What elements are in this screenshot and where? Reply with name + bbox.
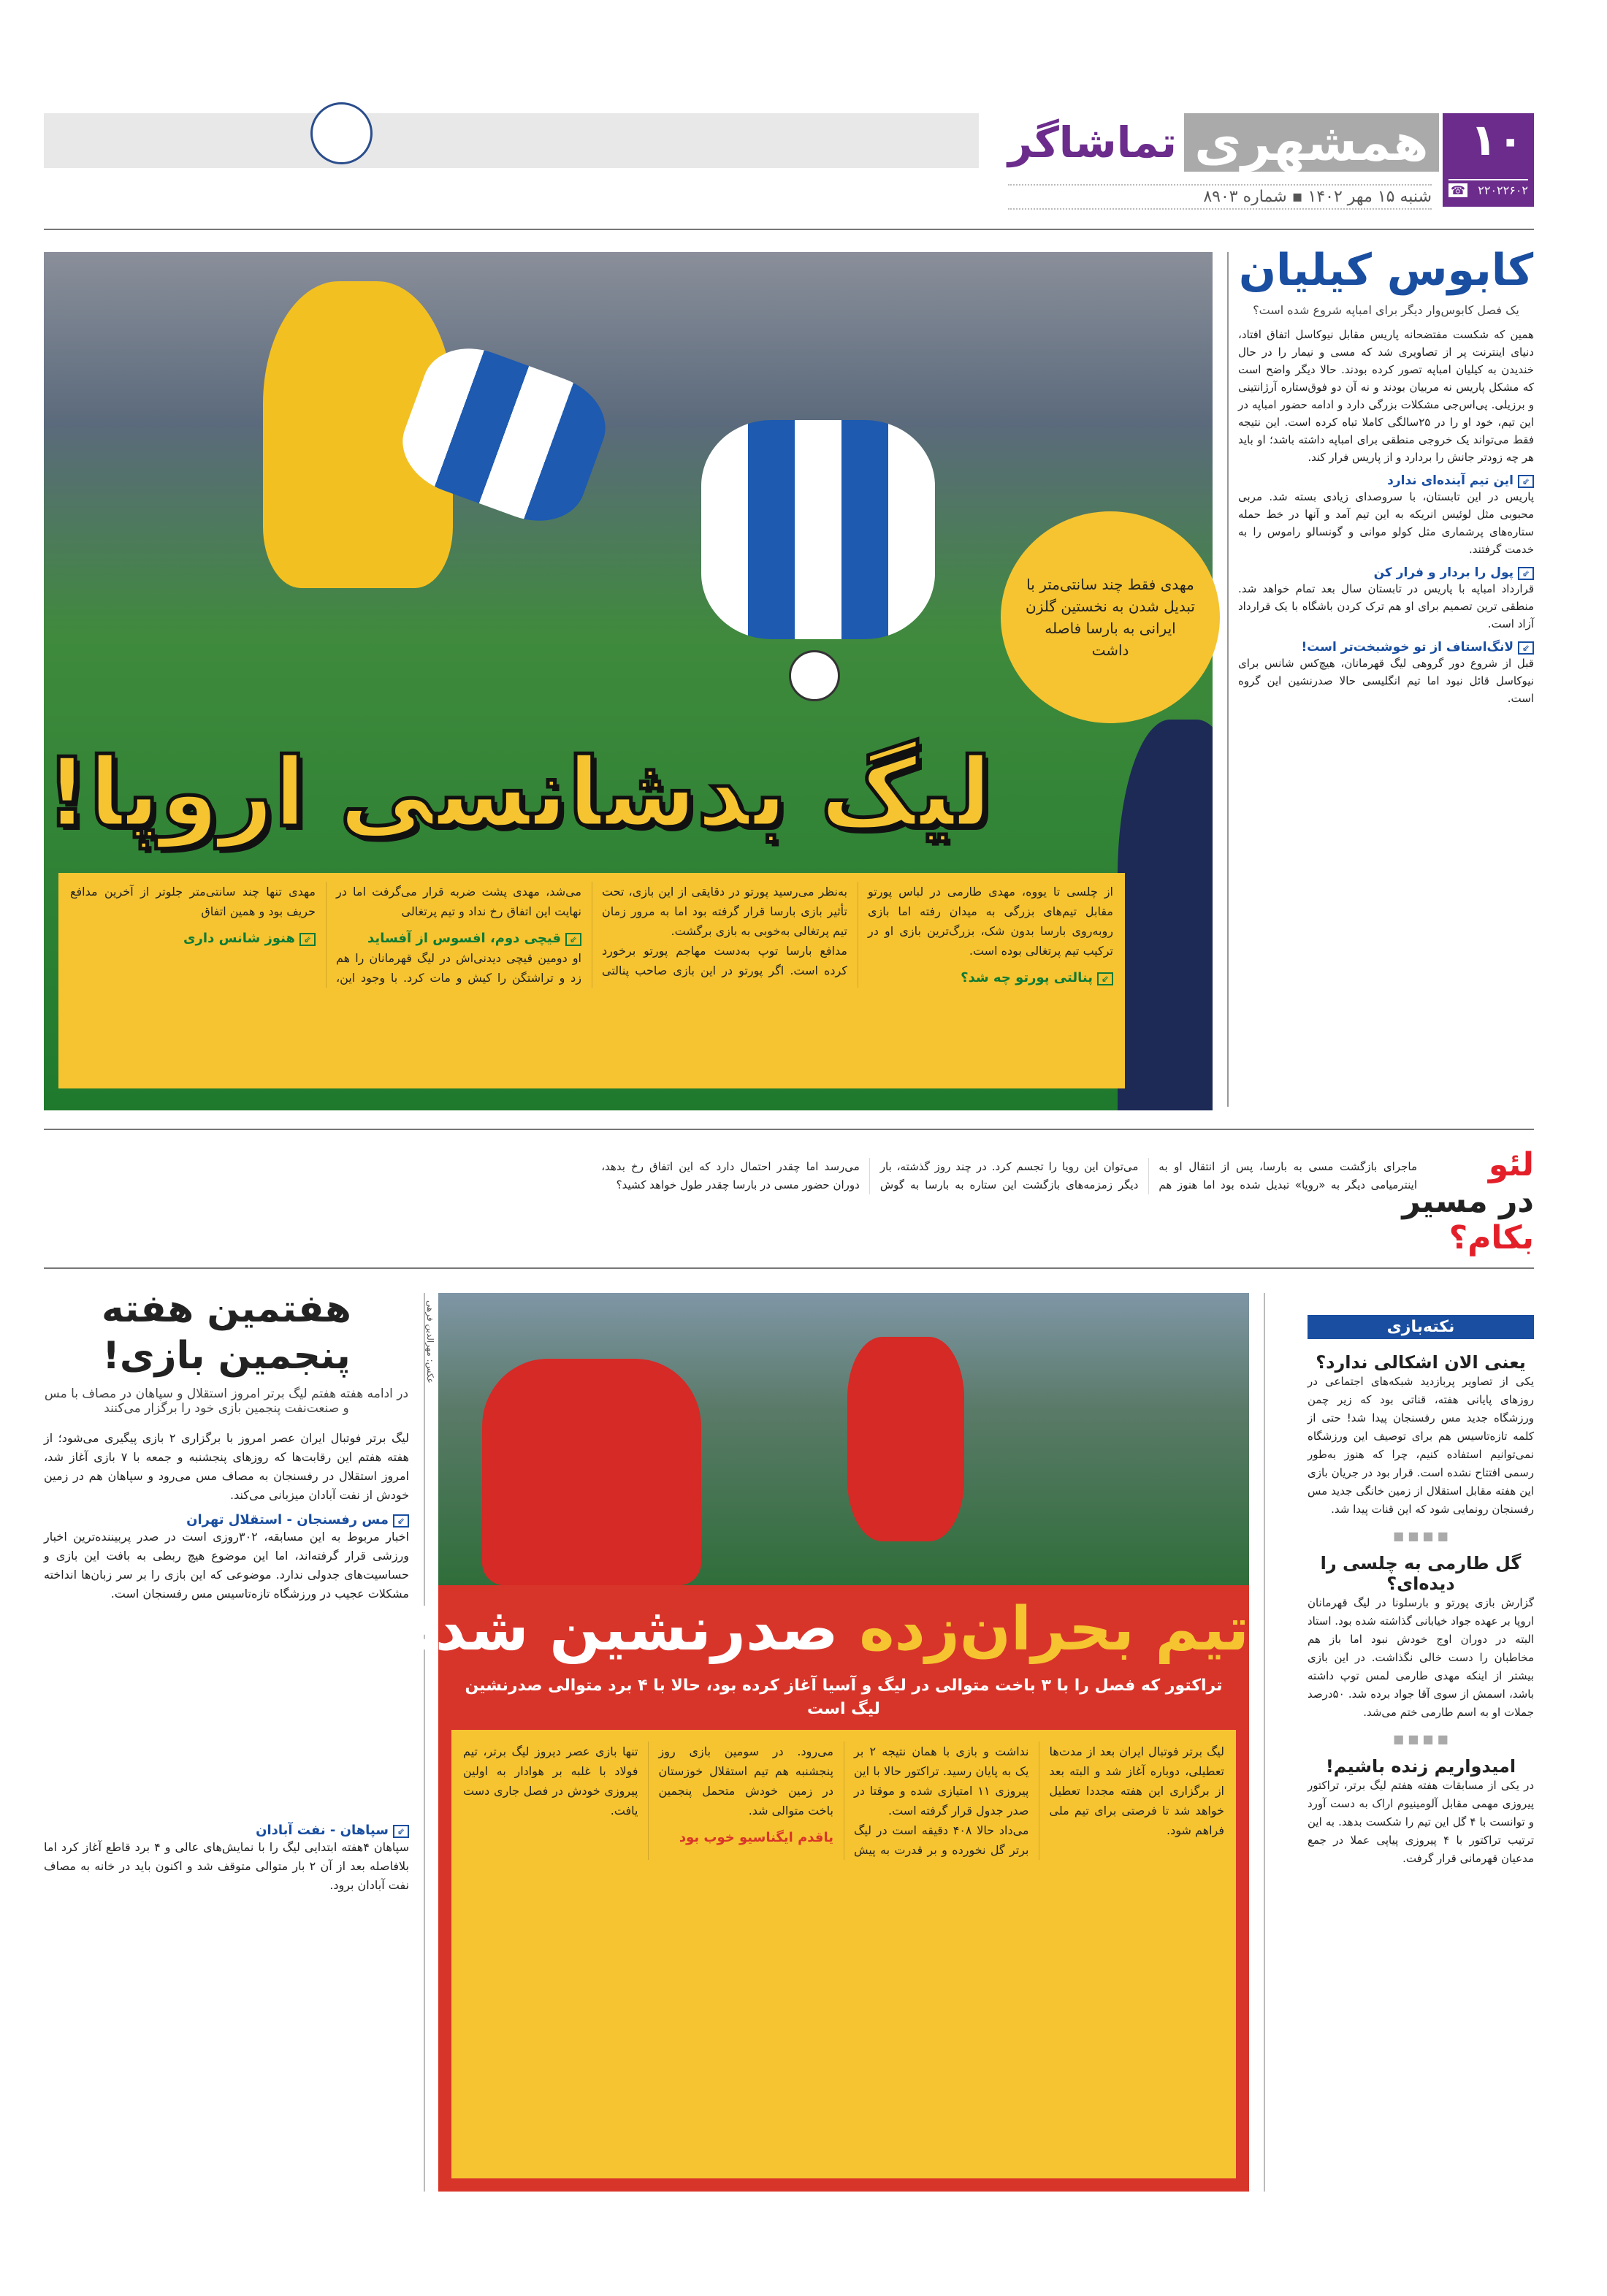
red-headline: تیم بحران‌زده صدرنشین شد! xyxy=(408,1595,1249,1664)
right-story: کابوس کیلیان یک فصل کابوس‌وار دیگر برای امباپه شروع شده است؟ همین که شکست مفتضحانه پاریس مقابل نیوکاسل اتفاق افتاد، دنیای اینترنت پر از تصاویری شد که مسی و نیمار را در حال خندیدن به کیلیان امباپه تصور کرده بودند. حالا دیگر واضح است که مشکل پاریس نه مربیان بودند و نه آن دو فوق‌ستاره آرژانتینی و برزیلی. پی‌اس‌جی مشکلات بزرگی دارد و ادامه حضور امباپه در این تیم، خود او را در ۲۵سالگی کاملا تباه کرده است. این نتیجه فقط می‌تواند یک خروجی منطقی برای امباپه داشته باشد؛ او باید هر چه زودتر جانش را بردارد و از پاریس فرار کند. ⇙ این تیم آینده‌ای ندارد پاریس در این تابستان، با سروصدای زیادی بسته شد. مربی محبوبی مثل لوئیس انریکه به این تیم آمد و آنها در خط حمله ستاره‌های پرشماری مثل کولو موانی و گونسالو راموس را به خدمت گرفتند. ⇙ پول را بردار و فرار کن قرارداد امباپه با پاریس در تابستان سال بعد تمام خواهد شد. منطقی ترین تصمیم برای او هم ترک کردن باشگاه با یک قرارداد آزاد است. ⇙ لانگ‌استاف از تو خوشبخت‌تر است! قبل از شروع دور گروهی لیگ قهرمانان، هیچ‌کس شانس برای نیوکاسل قائل نبود اما تیم انگلیسی حالا صدرنشین این گروه است. xyxy=(1238,245,1534,707)
right-story-lead: یک فصل کابوس‌وار دیگر برای امباپه شروع شده است؟ xyxy=(1253,303,1519,317)
quote-callout: مهدی فقط چند سانتی‌متر با تبدیل شدن به نخستین گلزن ایرانی به بارسا فاصله داشت xyxy=(1001,511,1220,723)
separator-squares: ■ ■ ■ ■ xyxy=(1393,1732,1448,1746)
tip-column: نکته‌بازی یعنی الان اشکالی ندارد؟ یکی از تصاویر پربازدید شبکه‌های اجتماعی در روزهای پایانی هفته، قناتی بود که زیر چمن ورزشگاه جدید مس رفسنجان پیدا شد! حتی از کلمه تازه‌تاسیس هم برای توصیف این ورزشگاه نمی‌توانیم استفاده کنیم، چرا که هنوز به‌طور رسمی افتتاح نشده است. قرار بود در جریان بازی این هفته مقابل استقلال از زمین خانگی جدید مس رفسنجان رونمایی شود که این قنات پیدا شد. ■ ■ ■ ■ گل طارمی به چلسی را دیده‌ای؟ گزارش بازی پورتو و بارسلونا در لیگ قهرمانان اروپا بر عهده جواد خیابانی گذاشته شده بود. استاد البته در دوران اوج خودش نبود اما باز هم مخاطبان را دست خالی نگذاشت. در این بازی بیشتر از اینکه مهدی طارمی لمس توپ داشته باشد، اسمش از سوی آقا جواد برده شد. ۵۰درصد جملات او به اسم طارمی ختم می‌شد. ■ ■ ■ ■ امیدواریم زنده باشیم! در یکی از مسابقات هفته هفتم لیگ برتر، تراکتور پیروزی مهمی مقابل آلومینیوم اراک به دست آورد و توانست با ۴ گل این تیم را شکست بدهد. به این ترتیب تراکتور با ۴ پیروزی پیاپی عملا در جمع مدعیان قهرمانی قرار گرفت. xyxy=(1308,1315,1534,1868)
left-story: هفتمین هفته پنجمین بازی! در ادامه هفته هفتم لیگ برتر امروز استقلال و سپاهان در مصاف با مس و صنعت‌نفت پنجمین بازی خود را برگزار می‌کنند لیگ برتر فوتبال ایران عصر امروز با برگزاری ۲ بازی پیگیری می‌شود؛ از هفته هفتم این رقابت‌ها که روزهای پنجشنبه و جمعه با ۷ بازی آغاز شد، امروز استقلال در رفسنجان به مصاف مس می‌رود و سپاهان هم در زمین خودش از نفت آبادان میزبانی می‌کند. ⇙ مس رفسنجان - استقلال تهران اخبار مربوط به این مسابقه، ۳۰۲روزی است در صدر پربیننده‌ترین اخبار ورزشی قرار گرفته‌اند، اما این موضوع هیچ ربطی به بافت این بازی و حساسیت‌های جدولی ندارد. موضوعی که این بازی را بر سر زبان‌ها انداخته مشکلات عجیب در ورزشگاه تازه‌تاسیس مس رفسنجان است. ⇙ سپاهان - نفت آبادان سپاهان ۴هفته ابتدایی لیگ را با نمایش‌های عالی و ۴ برد قاطع آغاز کرد اما بلافاصله بعد از آن ۲ بار متوالی متوقف شد و اکنون باید در خانه به مصاف نفت آبادان برود. xyxy=(44,1286,409,1895)
tractor-team-photo xyxy=(438,1293,1249,1585)
left-story-title: هفتمین هفته پنجمین بازی! xyxy=(102,1287,351,1378)
main-headline: لیگ بدشانسی اروپا! xyxy=(45,737,992,848)
tip-badge: نکته‌بازی xyxy=(1308,1315,1534,1339)
messi-title: لئو در مسیر بکام؟ xyxy=(1402,1146,1534,1256)
phone-icon: ☎ xyxy=(1448,183,1467,197)
player-mbappe xyxy=(1118,720,1213,1110)
ball-icon-top xyxy=(310,102,373,164)
subhead-still-chance: ⇙ هنوز شانس داری xyxy=(70,928,316,948)
photo-credit: عکس: مهرالدین فرهی xyxy=(425,1300,435,1384)
main-story-text: از چلسی تا یووه، مهدی طارمی در لباس پورتو مقابل تیم‌های بزرگی به میدان رفته اما بازی روبه‌روی بارسا بدون شک، بزرگ‌ترین بازی او در ترکیب تیم پرتغالی بوده است. ⇙ پنالتی پورتو چه شد؟ به‌نظر می‌رسید پورتو در دقایقی از این بازی، تحت تأثیر بازی بارسا قرار گرفته بود اما به مرور زمان تیم پرتغالی به‌خوبی به بازی برگشت. مدافع بارسا توپ به‌دست مهاجم پورتو برخورد کرده است. اگر پورتو در این بازی صاحب پنالتی می‌شد، مهدی پشت ضربه قرار می‌گرفت اما در نهایت این اتفاق رخ نداد و تیم پرتغالی ⇙ قیچی دوم، افسوس از آفساید او دومین قیچی دیدنی‌اش در لیگ قهرمانان را هم زد و تراشتگن را کیش و مات کرد. با وجود این، مهدی تنها چند سانتی‌متر جلوتر از آخرین مدافع حریف بود و همین اتفاق ⇙ هنوز شانس داری xyxy=(58,873,1125,1088)
header-banner-ad xyxy=(44,113,979,168)
page-number: ۱۰ xyxy=(1470,115,1524,166)
page-number-box xyxy=(1443,113,1534,207)
ball-icon xyxy=(789,650,840,701)
players-group xyxy=(482,1359,701,1585)
separator-squares: ■ ■ ■ ■ xyxy=(1393,1529,1448,1543)
messi-text: ماجرای بازگشت مسی به بارسا، پس از انتقال او به اینترمیامی دیگر به «رویا» تبدیل شده بود اما هنوز هم می‌توان این رویا را تجسم کرد. در چند روز گذشته، بار دیگر زمزمه‌های بازگشت این ستاره به بارسا به گوش می‌رسد اما چقدر احتمال دارد که این اتفاق رخ بدهد، دوران حضور مسی در بارسا چقدر طول خواهد کشید؟ xyxy=(601,1160,1417,1191)
right-story-title: کابوس کیلیان xyxy=(1238,245,1534,296)
newspaper-logo xyxy=(1008,110,1432,175)
subhead-penalty: ⇙ پنالتی پورتو چه شد؟ xyxy=(868,968,1113,988)
date-line: شنبه ۱۵ مهر ۱۴۰۲ ▪ شماره ۸۹۰۳ xyxy=(1008,184,1432,210)
phone-number: ۲۲۰۲۲۶۰۲ xyxy=(1478,183,1528,197)
red-story-box xyxy=(408,1293,1249,2192)
player-jump xyxy=(847,1337,964,1541)
red-story-text: لیگ برتر فوتبال ایران بعد از مدت‌ها تعطیلی، دوباره آغاز شد و البته بعد از برگزاری این هفته مجددا تعطیل خواهد شد تا فرصتی برای تیم ملی فراهم شود. نداشت و بازی با همان نتیجه ۲ بر یک به پایان رسید. تراکتور حالا با این پیروزی ۱۱ امتیازی شده و موقتا در صدر جدول قرار گرفته است. می‌داد حالا ۴۰۸ دقیقه است در لیگ برتر گل نخورده و بر قدرت به پیش می‌رود. در سومین بازی روز پنجشنبه هم تیم استقلال خوزستان در زمین خودش متحمل پنجمین باخت متوالی شد. یاقدم ایگناسیو خوب بود تنها بازی عصر دیروز لیگ برتر، تیم فولاد با غلبه بر هوادار به اولین پیروزی خودش در فصل جاری دست یافت. xyxy=(451,1730,1236,2178)
subhead-second-scissor: ⇙ قیچی دوم، افسوس از آفساید xyxy=(336,928,581,948)
player-porto xyxy=(701,420,935,639)
logo-main: همشهری xyxy=(1184,113,1439,172)
logo-sub: تماشاگر xyxy=(1008,118,1177,167)
red-subtitle: تراکتور که فصل را با ۳ باخت متوالی در لیگ و آسیا آغاز کرده بود، حالا با ۴ برد متوالی صدرنشین لیگ است xyxy=(465,1677,1223,1718)
